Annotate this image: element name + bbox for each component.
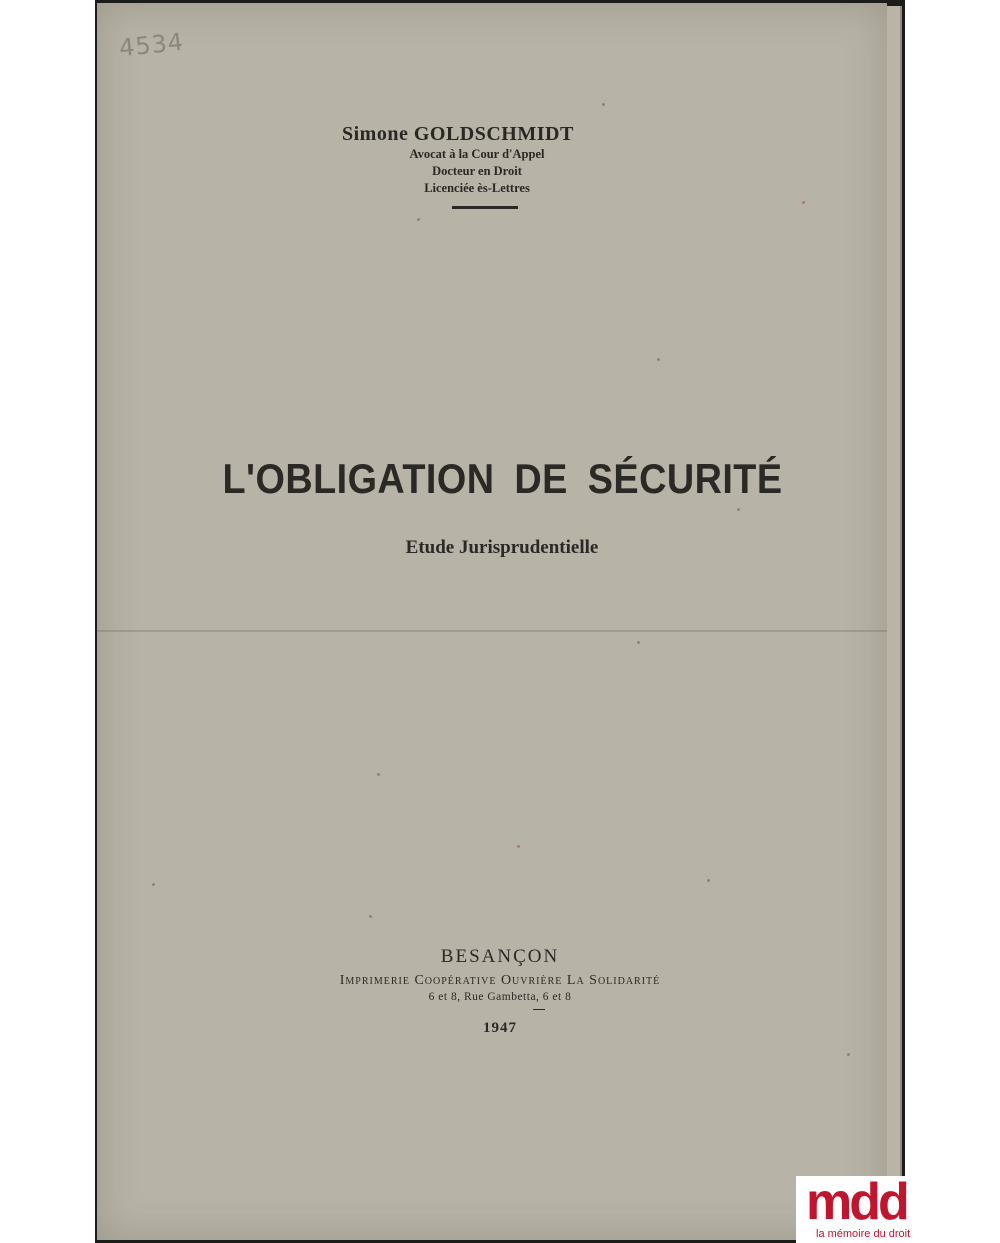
- paper-speck: [602, 103, 605, 106]
- imprint-address: 6 et 8, Rue Gambetta, 6 et 8: [428, 991, 572, 1003]
- author-name: Simone GOLDSCHMIDT: [342, 123, 574, 145]
- paper-speck: [707, 879, 710, 882]
- book-title: L'OBLIGATION DE SÉCURITÉ: [222, 455, 783, 502]
- imprint-year: 1947: [483, 1020, 517, 1036]
- imprint-printer: Imprimerie Coopérative Ouvrière La Solidarité: [339, 973, 661, 988]
- divider-rule: [533, 1009, 545, 1010]
- paper-speck: [152, 883, 155, 886]
- paper-speck: [737, 508, 740, 511]
- paper-speck: [657, 358, 660, 361]
- imprint-city: BESANÇON: [440, 946, 560, 967]
- logo-wordmark: mdd: [806, 1173, 907, 1231]
- paper-speck: [847, 1053, 850, 1056]
- author-block: [342, 123, 572, 209]
- pencil-annotation: 4534: [117, 27, 186, 63]
- book-subtitle: Etude Jurisprudentielle: [405, 537, 599, 558]
- paper-speck: [517, 845, 520, 848]
- mdd-logo: [796, 1173, 1000, 1243]
- booklet-cover: [97, 3, 887, 1240]
- divider-rule: [452, 206, 518, 209]
- paper-speck: [417, 218, 420, 221]
- paper-speck: [802, 201, 805, 204]
- author-credential: Docteur en Droit: [432, 164, 522, 178]
- author-credential: Licenciée ès-Lettres: [424, 181, 530, 195]
- logo-tagline: la mémoire du droit: [816, 1228, 911, 1240]
- paper-speck: [637, 641, 640, 644]
- paper-speck: [369, 915, 372, 918]
- paper-speck: [377, 773, 380, 776]
- author-credential: Avocat à la Cour d'Appel: [409, 147, 545, 161]
